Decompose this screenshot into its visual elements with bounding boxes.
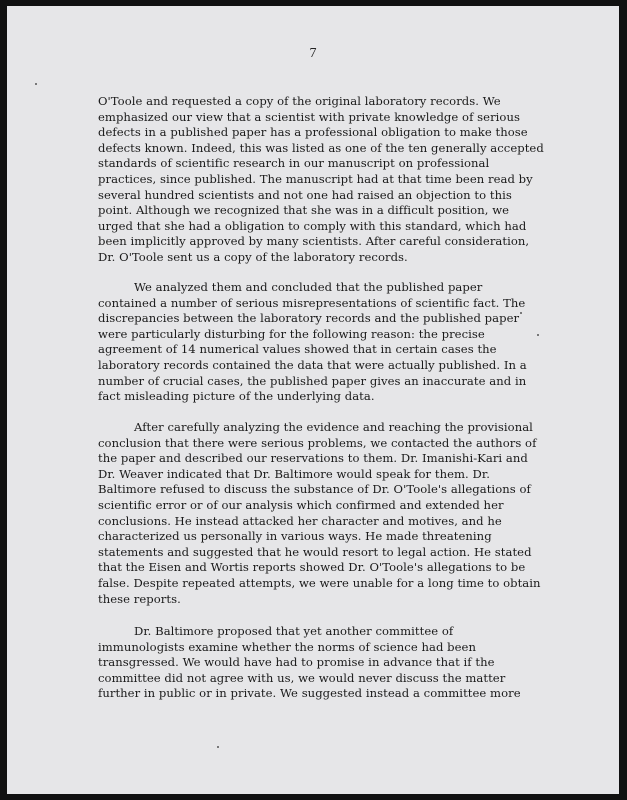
text-line: conclusion that there were serious problems, we contacted the authors of <box>98 435 537 450</box>
scan-speck <box>537 334 539 336</box>
text-line: Dr. Baltimore proposed that yet another committee of <box>134 624 454 638</box>
text-line: the paper and described our reservations to them. Dr. Imanishi-Kari and <box>98 451 528 466</box>
page-number: 7 <box>309 46 317 61</box>
text-line: further in public or in private. We suggested instead a committee more <box>98 686 521 701</box>
text-line: contained a number of serious misrepresentations of scientific fact. The <box>98 295 526 310</box>
text-line: were particularly disturbing for the following reason: the precise <box>98 326 485 341</box>
text-line: characterized us personally in various ways. He made threatening <box>98 529 492 544</box>
scan-speck <box>35 83 37 85</box>
text-line: that the Eisen and Wortis reports showed Dr. O'Toole's allegations to be <box>98 560 526 575</box>
paragraph-3 <box>98 420 541 607</box>
text-line: conclusions. He instead attacked her character and motives, and he <box>98 513 502 528</box>
scan-speck <box>520 312 522 314</box>
text-line: agreement of 14 numerical values showed that in certain cases the <box>98 342 497 357</box>
text-line: transgressed. We would have had to promise in advance that if the <box>98 655 495 670</box>
text-line: After carefully analyzing the evidence and reaching the provisional <box>134 420 533 434</box>
text-line: statements and suggested that he would resort to legal action. He stated <box>98 544 532 559</box>
text-line: emphasized our view that a scientist with private knowledge of serious <box>98 109 520 124</box>
text-line: Dr. O'Toole sent us a copy of the laboratory records. <box>98 249 408 264</box>
text-line: these reports. <box>98 591 181 606</box>
text-line: defects in a published paper has a professional obligation to make those <box>98 125 528 140</box>
text-line: discrepancies between the laboratory records and the published paper <box>98 311 520 326</box>
paragraph-2 <box>98 280 527 405</box>
text-line: immunologists examine whether the norms of science had been <box>98 639 476 654</box>
text-line: We analyzed them and concluded that the published paper <box>134 280 483 294</box>
text-line: been implicitly approved by many scientists. After careful consideration, <box>98 234 530 249</box>
text-line: O'Toole and requested a copy of the original laboratory records. We <box>98 94 501 108</box>
document-page <box>7 6 619 794</box>
text-line: laboratory records contained the data that were actually published. In a <box>98 357 527 372</box>
text-line: fact misleading picture of the underlying data. <box>98 389 375 404</box>
text-line: scientific error or of our analysis which confirmed and extended her <box>98 497 504 512</box>
text-line: number of crucial cases, the published paper gives an inaccurate and in <box>98 373 527 388</box>
paragraph-1 <box>98 94 544 266</box>
text-line: urged that she had a obligation to comply with this standard, which had <box>98 218 527 233</box>
text-line: committee did not agree with us, we would never discuss the matter <box>98 670 506 685</box>
scan-speck <box>217 746 219 748</box>
paragraph-4 <box>98 624 521 702</box>
text-line: practices, since published. The manuscript had at that time been read by <box>98 171 533 186</box>
text-line: false. Despite repeated attempts, we were unable for a long time to obtain <box>98 575 541 590</box>
text-line: Baltimore refused to discuss the substance of Dr. O'Toole's allegations of <box>98 482 531 497</box>
text-line: standards of scientific research in our manuscript on professional <box>98 156 490 171</box>
text-line: point. Although we recognized that she was in a difficult position, we <box>98 203 510 218</box>
text-line: Dr. Weaver indicated that Dr. Baltimore would speak for them. Dr. <box>98 466 490 481</box>
text-line: several hundred scientists and not one had raised an objection to this <box>98 187 512 202</box>
text-line: defects known. Indeed, this was listed as one of the ten generally accepted <box>98 140 544 155</box>
